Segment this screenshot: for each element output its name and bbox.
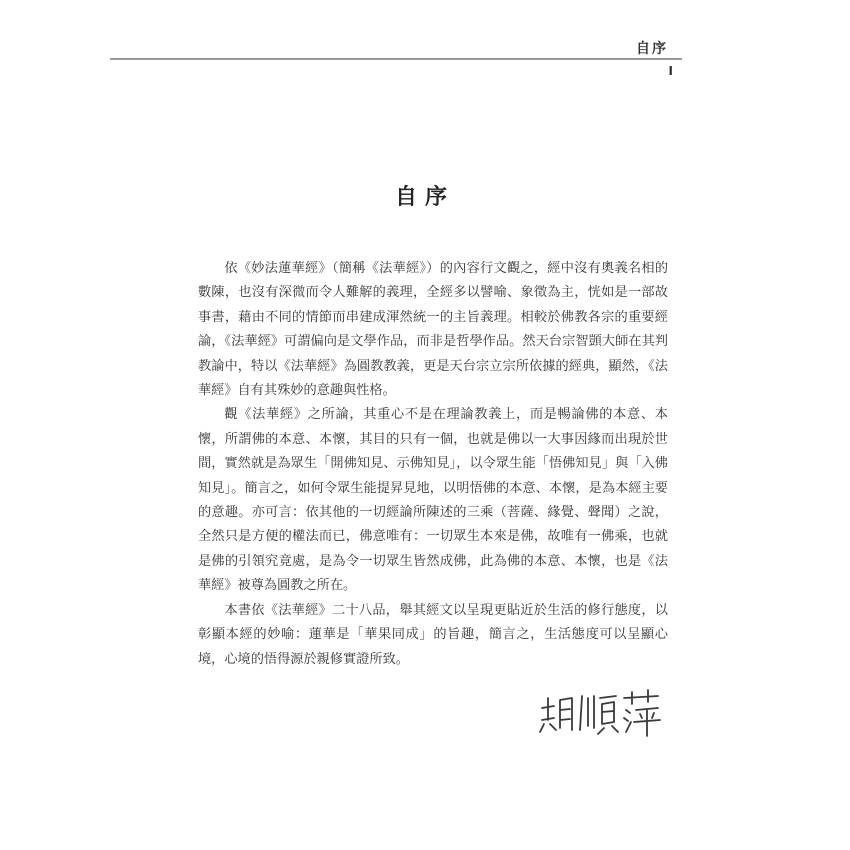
running-head: 自序 [636,41,668,57]
page-number: I [668,64,673,78]
page-title: 自序 [394,185,455,210]
author-signature [536,680,666,740]
header-rule [110,58,682,60]
paragraph-3: 本書依《法華經》二十八品，舉其經文以呈現更貼近於生活的修行態度，以彰顯本經的妙喻：蓮華是「華果同成」的旨趣，簡言之，生活態度可以呈顯心境，心境的悟得源於親修實證所致。 [198,602,668,667]
paragraph-1: 依《妙法蓮華經》（簡稱《法華經》）的內容行文觀之，經中沒有奧義名相的數陳，也沒有深微而令人難解的義理，全經多以譬喻、象徵為主，恍如是一部故事書，藉由不同的情節而串建成渾然統一的主旨義理。相較於佛教各宗的重要經論，《法華經》可謂偏向是文學作品，而非是哲學作品。然天台宗智顗大師在其判教論中，特以《法華經》為圓教教義，更是天台宗立宗所依據的經典，顯然，《法華經》自有其殊妙的意趣與性格。 [198,261,668,399]
paragraph-2: 觀《法華經》之所論，其重心不是在理論教義上，而是暢論佛的本意、本懷，所謂佛的本意、本懷，其目的只有一個，也就是佛以一大事因緣而出現於世間，實然就是為眾生「開佛知見、示佛知見」，以令眾生能「悟佛知見」與「入佛知見」。簡言之，如何令眾生能提昇見地，以明悟佛的本意、本懷，是為本經主要的意趣。亦可言：依其他的一切經論所陳述的三乘（菩薩、緣覺、聲聞）之說，全然只是方便的權法而已，佛意唯有：一切眾生本來是佛，故唯有一佛乘，也就是佛的引領究竟處，是為令一切眾生皆然成佛，此為佛的本意、本懷，也是《法華經》被尊為圓教之所在。 [198,407,668,594]
body-text [198,257,668,672]
